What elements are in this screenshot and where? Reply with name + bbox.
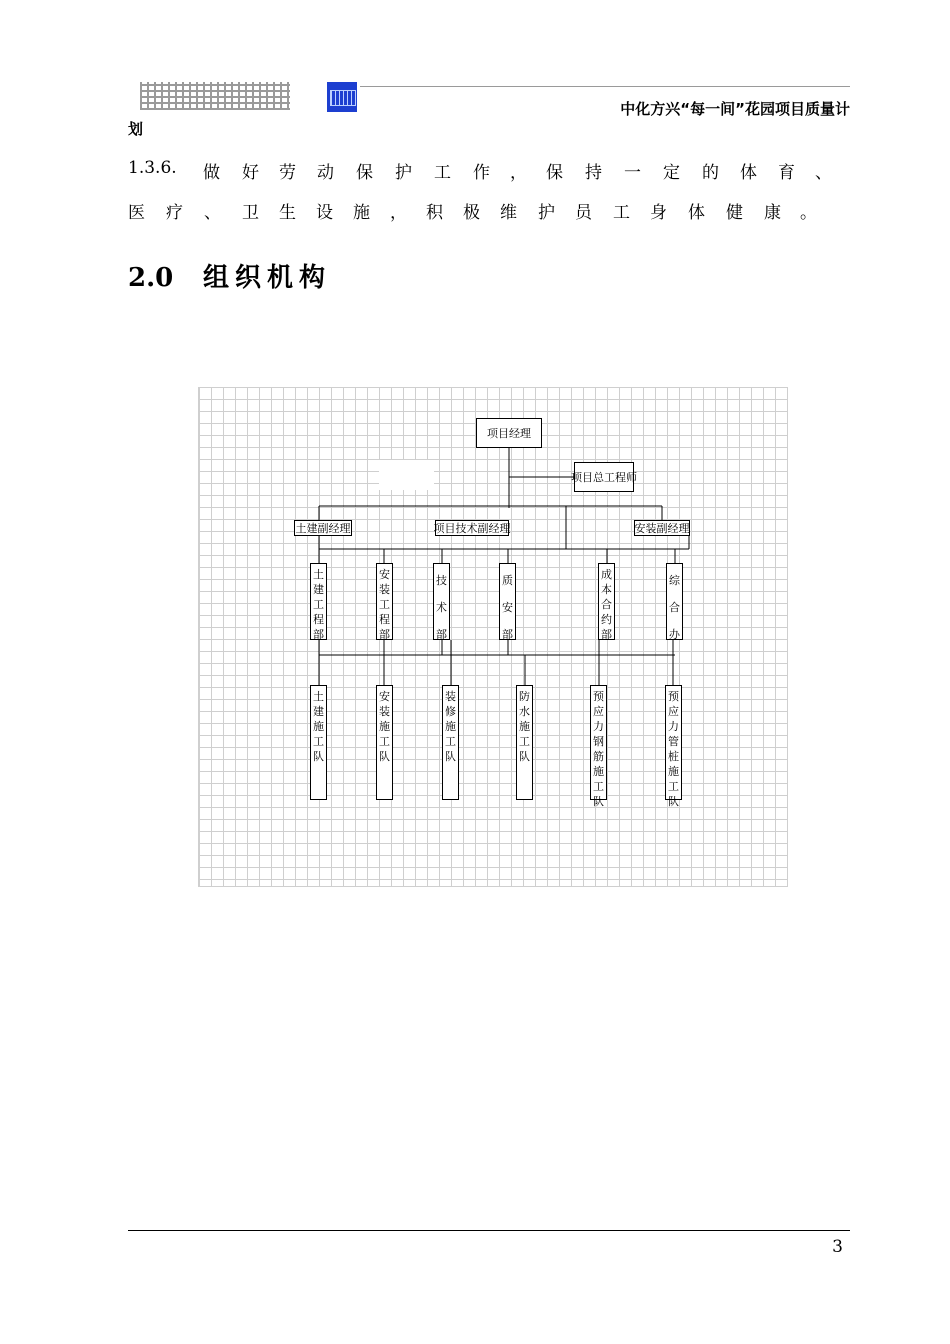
org-box-department: 安装工程部 <box>376 563 393 640</box>
paragraph-char: 健 <box>726 203 743 223</box>
paragraph-char: 保 <box>356 163 373 183</box>
paragraph-char: 保 <box>546 163 563 183</box>
org-box-team: 安装施工队 <box>376 685 393 800</box>
paragraph-char: 1.3.6. <box>128 158 177 178</box>
org-box-department: 综合办 <box>666 563 683 640</box>
section-title: 组织机构 <box>203 263 332 293</box>
org-box-deputy: 项目技术副经理 <box>433 522 511 535</box>
paragraph-char: 定 <box>663 163 680 183</box>
org-box-project-manager: 项目经理 <box>476 418 542 448</box>
paragraph-char: 工 <box>434 163 451 183</box>
paragraph-char: 作 <box>473 163 490 183</box>
paragraph-char: 体 <box>740 163 757 183</box>
org-chart-connectors <box>199 388 789 888</box>
paragraph-char: ， <box>390 203 407 223</box>
paragraph-char: 持 <box>585 163 602 183</box>
paragraph-char: 维 <box>500 203 517 223</box>
paragraph-char: 工 <box>613 203 630 223</box>
paragraph-char: 积 <box>426 203 443 223</box>
paragraph-char: 、 <box>204 203 221 223</box>
paragraph-char: 育 <box>778 163 795 183</box>
paragraph-char: 劳 <box>279 163 296 183</box>
paragraph-char: 康 <box>764 203 781 223</box>
paragraph-char: 护 <box>395 163 412 183</box>
org-box-team: 防水施工队 <box>516 685 533 800</box>
section-heading <box>128 257 331 294</box>
org-box-team: 装修施工队 <box>442 685 459 800</box>
paragraph-char: 的 <box>702 163 719 183</box>
header-rule <box>360 86 850 87</box>
org-box-department: 成本合约部 <box>598 563 615 640</box>
header-logo-grid <box>140 82 290 110</box>
org-box-department: 技术部 <box>433 563 450 640</box>
paragraph-char: 护 <box>538 203 555 223</box>
paragraph-char: 。 <box>800 203 817 223</box>
header-title: 中化方兴“每一间”花园项目质量计 <box>620 100 850 118</box>
org-box-team: 预应力钢筋施工队 <box>590 685 607 800</box>
header-title-wrap: 划 <box>128 120 144 138</box>
org-box-deputy: 土建副经理 <box>295 522 351 535</box>
paragraph-char: 疗 <box>166 203 183 223</box>
org-box-team: 预应力管桩施工队 <box>665 685 682 800</box>
page-number: 3 <box>832 1237 843 1257</box>
paragraph-char: 医 <box>128 203 145 223</box>
paragraph-char: 极 <box>463 203 480 223</box>
paragraph-char: 、 <box>815 163 832 183</box>
paragraph-char: 做 <box>203 163 220 183</box>
footer-rule <box>128 1230 850 1231</box>
paragraph-char: 设 <box>316 203 333 223</box>
paragraph-char: ， <box>510 163 527 183</box>
header-logo-icon <box>327 82 357 112</box>
paragraph-char: 施 <box>353 203 370 223</box>
org-box-department: 质安部 <box>499 563 516 640</box>
paragraph-char: 一 <box>624 163 641 183</box>
paragraph-char: 身 <box>650 203 667 223</box>
org-chart <box>198 387 788 887</box>
org-box-team: 土建施工队 <box>310 685 327 800</box>
section-number: 2.0 <box>128 263 174 293</box>
paragraph-char: 卫 <box>242 203 259 223</box>
org-box-deputy: 安装副经理 <box>634 522 690 535</box>
org-box-chief-engineer: 项目总工程师 <box>574 462 634 492</box>
paragraph-char: 动 <box>317 163 334 183</box>
paragraph-char: 员 <box>575 203 592 223</box>
org-box-department: 土建工程部 <box>310 563 327 640</box>
paragraph-char: 体 <box>688 203 705 223</box>
paragraph-char: 生 <box>279 203 296 223</box>
paragraph-char: 好 <box>242 163 259 183</box>
